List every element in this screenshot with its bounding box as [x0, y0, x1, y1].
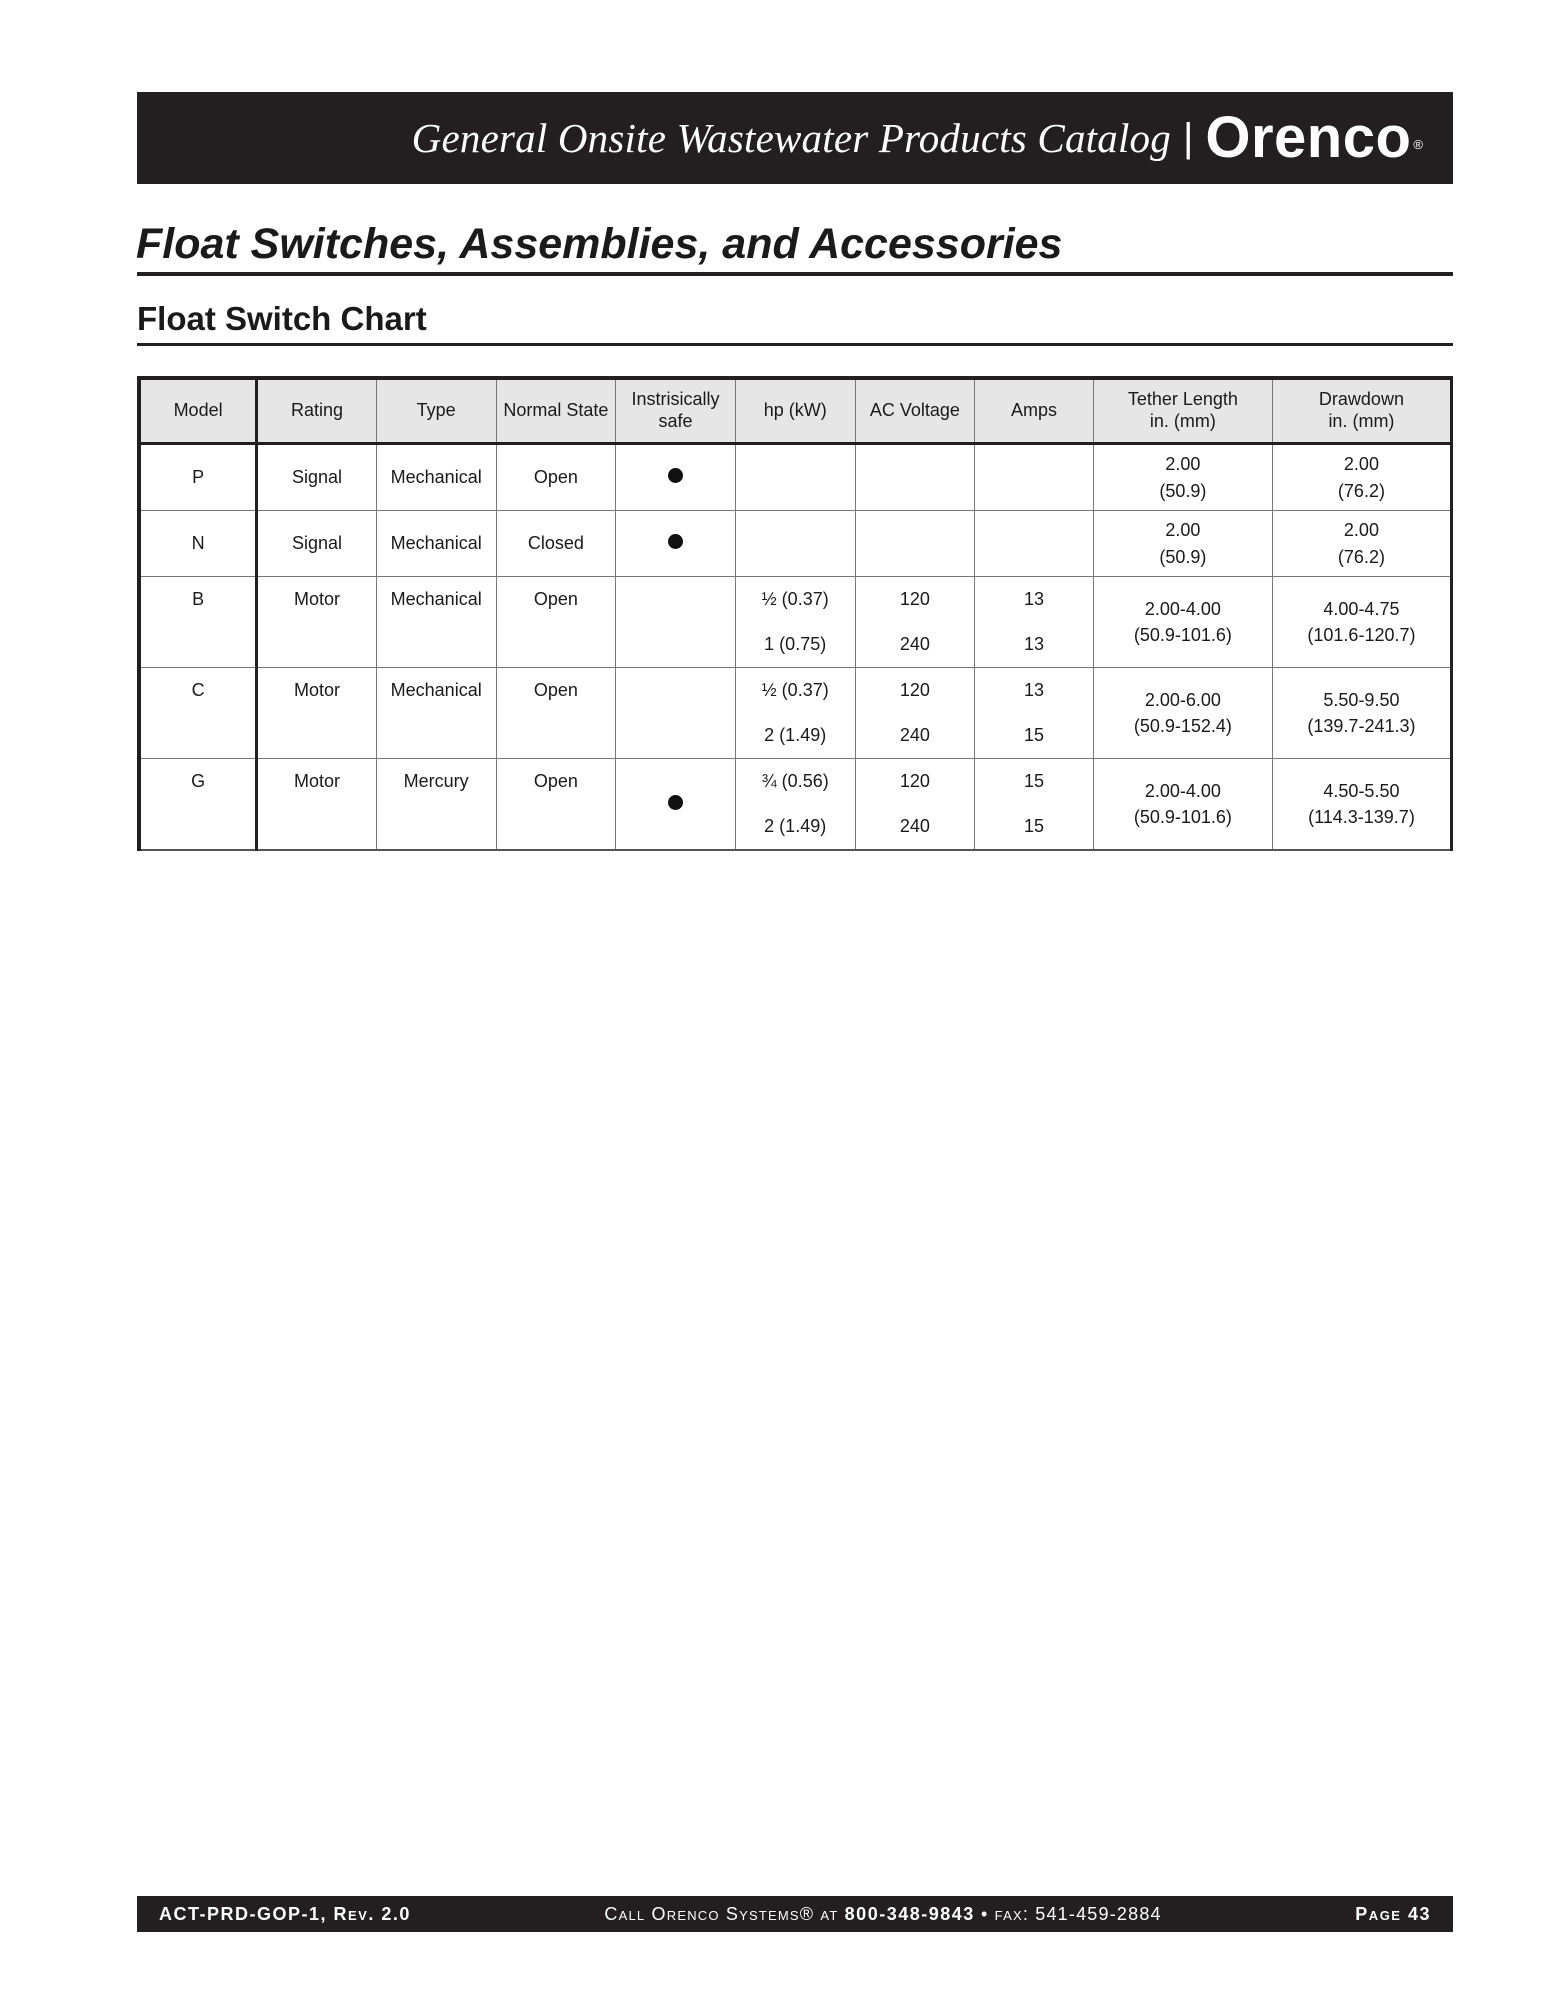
- intrinsically-safe-dot-icon: [668, 468, 683, 483]
- cell-amps: 13: [975, 622, 1094, 668]
- cell-normal-state: Open: [496, 444, 616, 511]
- float-switch-chart: [137, 376, 1453, 851]
- col-header-normal-state: Normal State: [496, 378, 616, 444]
- cell-type: Mechanical: [376, 577, 496, 668]
- cell-voltage: 120: [855, 577, 975, 623]
- tether-mm: (50.9): [1159, 480, 1207, 501]
- cell-normal-state: Open: [496, 759, 616, 851]
- drawdown-inches: 2.00: [1343, 454, 1379, 475]
- cell-tether-length: [1093, 577, 1272, 668]
- section-divider: [137, 343, 1453, 346]
- page-title: Float Switches, Assemblies, and Accessories: [136, 220, 1063, 268]
- brand-registered-mark: ®: [1413, 136, 1423, 152]
- drawdown-mm: (139.7-241.3): [1307, 716, 1416, 736]
- cell-voltage: [855, 511, 975, 577]
- col-header-drawdown-line1: Drawdown: [1318, 389, 1404, 410]
- section-title: Float Switch Chart: [137, 300, 427, 337]
- footer-doc-id: ACT-PRD-GOP-1, Rev. 2.0: [159, 1903, 411, 1924]
- col-header-type: Type: [376, 378, 496, 444]
- cell-voltage: 240: [855, 804, 975, 850]
- cell-intrinsically-safe: [616, 577, 736, 668]
- cell-type: Mechanical: [376, 668, 496, 759]
- footer-fax: • fax: 541-459-2884: [980, 1903, 1162, 1924]
- cell-drawdown: [1272, 668, 1451, 759]
- col-header-tether-line1: Tether Length: [1127, 389, 1238, 410]
- cell-model: P: [139, 444, 257, 511]
- catalog-title: General Onsite Wastewater Products Catalog: [411, 115, 1171, 161]
- col-header-hp: hp (kW): [735, 378, 855, 444]
- cell-rating: Signal: [257, 444, 377, 511]
- cell-amps: 15: [975, 713, 1094, 759]
- cell-normal-state: Open: [496, 577, 616, 668]
- cell-hp: [735, 511, 855, 577]
- table-row-n: [139, 511, 1452, 577]
- col-header-safe-line2: safe: [658, 411, 693, 431]
- cell-intrinsically-safe: [616, 759, 736, 851]
- drawdown-mm: (114.3-139.7): [1308, 807, 1415, 827]
- cell-type: Mechanical: [376, 511, 496, 577]
- brand-logo: Orenco: [1205, 105, 1412, 170]
- cell-voltage: 120: [855, 759, 975, 805]
- cell-amps: 15: [975, 804, 1094, 850]
- cell-amps: 15: [975, 759, 1094, 805]
- cell-hp: ¾ (0.56): [735, 759, 855, 805]
- cell-voltage: 240: [855, 622, 975, 668]
- col-header-tether-length: [1093, 378, 1272, 444]
- table-row-b: [139, 577, 1452, 623]
- cell-tether-length: [1093, 668, 1272, 759]
- col-header-rating: Rating: [257, 378, 377, 444]
- drawdown-mm: (76.2): [1337, 480, 1385, 501]
- footer-contact: [604, 1904, 1161, 1925]
- cell-drawdown: [1272, 444, 1451, 511]
- table-row-p: [139, 444, 1452, 511]
- cell-intrinsically-safe: [616, 444, 736, 511]
- cell-rating: Motor: [257, 668, 377, 759]
- drawdown-inches: 4.50-5.50: [1323, 780, 1400, 801]
- drawdown-mm: (76.2): [1337, 546, 1385, 567]
- cell-drawdown: [1272, 759, 1451, 851]
- footer-call-prefix: Call Orenco Systems® at: [604, 1903, 839, 1924]
- cell-hp: [735, 444, 855, 511]
- cell-hp: 2 (1.49): [735, 713, 855, 759]
- tether-inches: 2.00-4.00: [1144, 780, 1221, 801]
- cell-type: Mercury: [376, 759, 496, 851]
- tether-mm: (50.9): [1159, 546, 1207, 567]
- cell-rating: Motor: [257, 759, 377, 851]
- cell-voltage: [855, 444, 975, 511]
- catalog-header-bar: [137, 92, 1453, 184]
- cell-rating: Signal: [257, 511, 377, 577]
- drawdown-inches: 4.00-4.75: [1323, 598, 1400, 619]
- cell-model: B: [139, 577, 257, 668]
- table-row-c: [139, 668, 1452, 714]
- drawdown-inches: 5.50-9.50: [1323, 689, 1400, 710]
- footer-phone: 800-348-9843: [844, 1903, 975, 1924]
- cell-amps: [975, 444, 1094, 511]
- cell-intrinsically-safe: [616, 668, 736, 759]
- col-header-drawdown: [1272, 378, 1451, 444]
- cell-hp: ½ (0.37): [735, 577, 855, 623]
- tether-inches: 2.00-4.00: [1144, 598, 1221, 619]
- cell-amps: 13: [975, 668, 1094, 714]
- intrinsically-safe-dot-icon: [668, 795, 683, 810]
- cell-rating: Motor: [257, 577, 377, 668]
- tether-mm: (50.9-101.6): [1133, 807, 1232, 827]
- cell-normal-state: Closed: [496, 511, 616, 577]
- cell-drawdown: [1272, 511, 1451, 577]
- cell-amps: [975, 511, 1094, 577]
- page-footer-bar: [137, 1896, 1453, 1932]
- cell-model: N: [139, 511, 257, 577]
- tether-mm: (50.9-101.6): [1133, 625, 1232, 645]
- cell-model: C: [139, 668, 257, 759]
- cell-hp: 1 (0.75): [735, 622, 855, 668]
- col-header-amps: Amps: [975, 378, 1094, 444]
- footer-page-number: Page 43: [1355, 1903, 1431, 1924]
- cell-voltage: 240: [855, 713, 975, 759]
- cell-hp: ½ (0.37): [735, 668, 855, 714]
- header-separator: |: [1182, 115, 1194, 160]
- col-header-tether-line2: in. (mm): [1149, 411, 1216, 431]
- table-row-g: [139, 759, 1452, 805]
- cell-tether-length: [1093, 759, 1272, 851]
- col-header-model: Model: [139, 378, 257, 444]
- col-header-ac-voltage: AC Voltage: [855, 378, 975, 444]
- cell-intrinsically-safe: [616, 511, 736, 577]
- tether-inches: 2.00-6.00: [1144, 689, 1221, 710]
- cell-type: Mechanical: [376, 444, 496, 511]
- cell-model: G: [139, 759, 257, 851]
- cell-drawdown: [1272, 577, 1451, 668]
- title-divider: [137, 272, 1453, 276]
- tether-mm: (50.9-152.4): [1133, 716, 1232, 736]
- cell-hp: 2 (1.49): [735, 804, 855, 850]
- tether-inches: 2.00: [1165, 454, 1201, 475]
- cell-normal-state: Open: [496, 668, 616, 759]
- col-header-drawdown-line2: in. (mm): [1328, 411, 1395, 431]
- cell-tether-length: [1093, 511, 1272, 577]
- table-header-row: [139, 378, 1452, 444]
- drawdown-mm: (101.6-120.7): [1307, 625, 1416, 645]
- tether-inches: 2.00: [1165, 520, 1201, 541]
- col-header-safe-line1: Instrisically: [631, 389, 720, 410]
- cell-voltage: 120: [855, 668, 975, 714]
- drawdown-inches: 2.00: [1343, 520, 1379, 541]
- intrinsically-safe-dot-icon: [668, 534, 683, 549]
- cell-amps: 13: [975, 577, 1094, 623]
- col-header-intrinsically-safe: [616, 378, 736, 444]
- cell-tether-length: [1093, 444, 1272, 511]
